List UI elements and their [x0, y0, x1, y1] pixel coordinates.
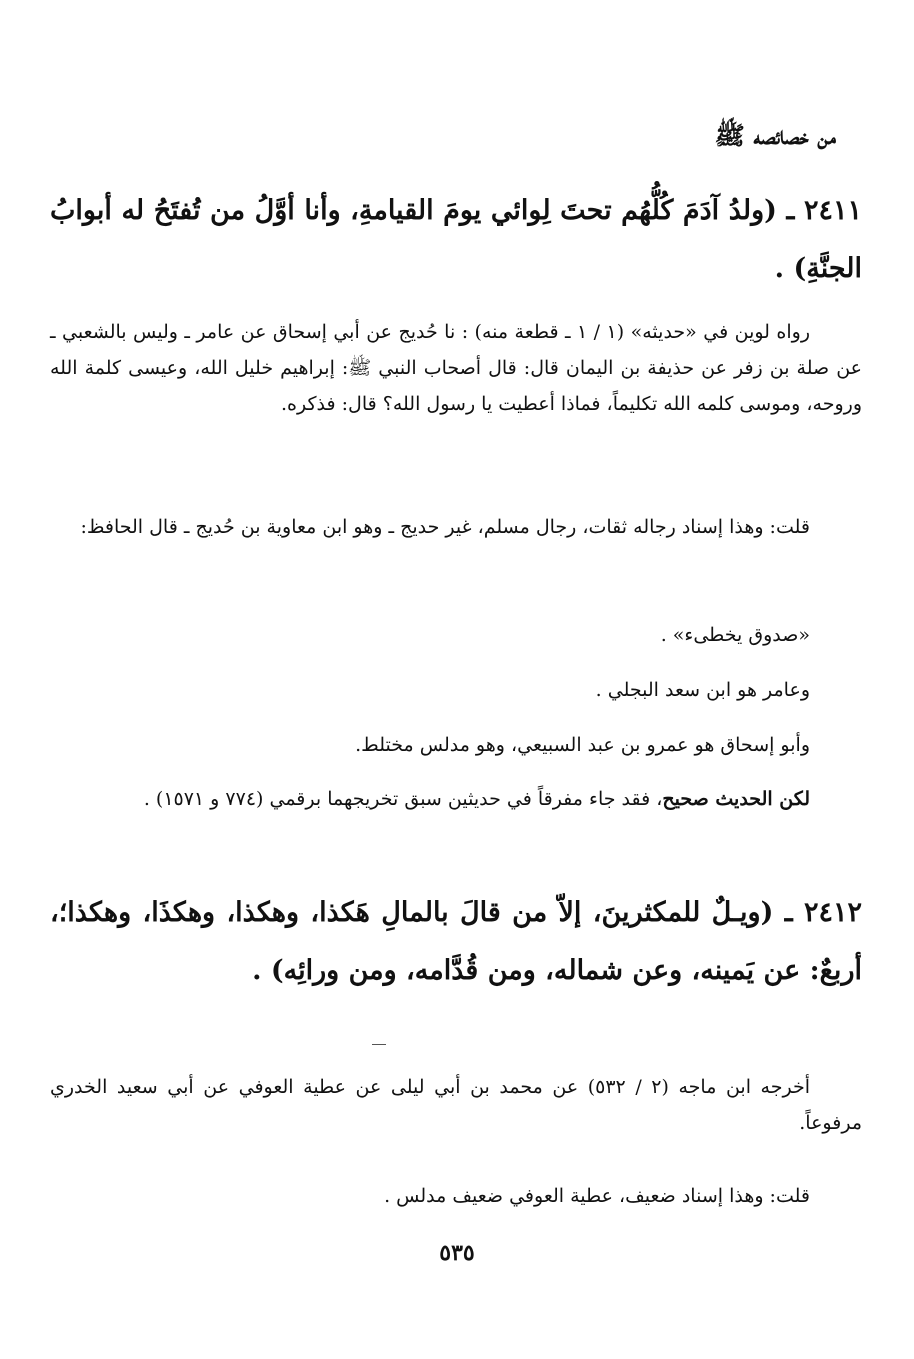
hadith-2412-source-paragraph: أخرجه ابن ماجه (٢ / ٥٣٢) عن محمد بن أبي ليلى عن عطية العوفي عن أبي سعيد الخدري مرفوعاً.: [50, 1076, 862, 1134]
narrator-quote: «صدوق يخطىء» .: [660, 624, 810, 646]
section-heading: من خصائصه ﷺ: [714, 121, 836, 150]
conclusion-rest: ، فقد جاء مفرقاً في حديثين سبق تخريجهما برقمي (٧٧٤ و ١٥٧١) .: [143, 788, 663, 810]
hadith-2411-source-paragraph: رواه لوين في «حديثه» (١ / ١ ـ قطعة منه) : نا حُديج عن أبي إسحاق عن عامر ـ وليس بالشعبي ـ عن صلة بن زفر عن حذيفة بن اليمان قال: قال أصحاب النبي ﷺ: إبراهيم خليل الله، وعيسى كلمة الله وروحه، وموسى كلمه الله تكليماً، فماذا أعطيت يا رسول الله؟ قال: فذكره.: [50, 321, 862, 415]
conclusion-lead: لكن الحديث صحيح: [662, 788, 810, 810]
narrator-note-abu-ishaq: وأبو إسحاق هو عمرو بن عبد السبيعي، وهو مدلس مختلط.: [355, 734, 810, 756]
hadith-2411-title: ٢٤١١ ـ (ولدُ آدَمَ كُلُّهُم تحتَ لِوائي يومَ القيامةِ، وأنا أوَّلُ من تُفتَحُ له أبوابُ الجنَّةِ) .: [50, 195, 862, 284]
hadith-2411-grading-paragraph: قلت: وهذا إسناد رجاله ثقات، رجال مسلم، غير حديج ـ وهو ابن معاوية بن حُديج ـ قال الحافظ:: [80, 516, 810, 538]
hadith-2411-conclusion: [50, 781, 862, 817]
narrator-note-amir: وعامر هو ابن سعد البجلي .: [595, 679, 810, 701]
page-number: ٥٣٥: [439, 1240, 475, 1266]
hadith-2412-grading-paragraph: قلت: وهذا إسناد ضعيف، عطية العوفي ضعيف مدلس .: [384, 1185, 810, 1207]
hadith-2412-title: ٢٤١٢ ـ (ويـلٌ للمكثرينَ، إلاّ من قالَ بالمالِ هَكذا، وهكذا، وهكذَا، وهكذا؛، أربعٌ: عن يَمينه، وعن شماله، ومن قُدَّامه، ومن ورائِه) .: [50, 897, 862, 986]
short-rule-divider: [372, 1044, 386, 1045]
